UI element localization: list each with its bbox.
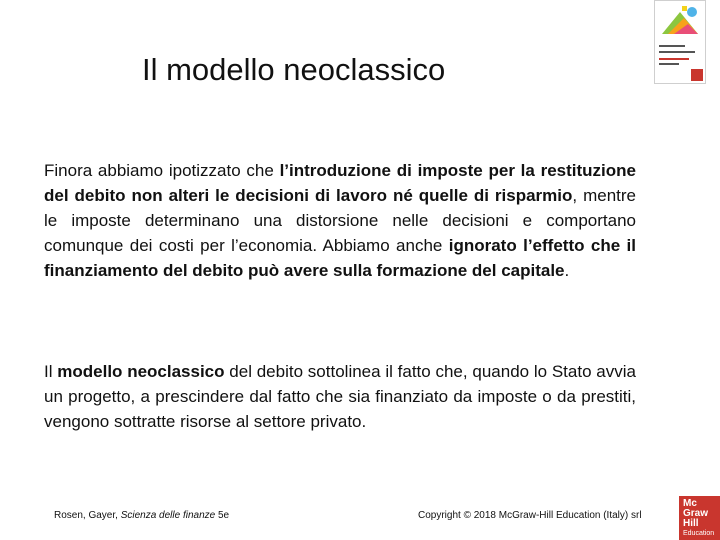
cover-chart-art bbox=[658, 4, 702, 40]
logo-text: Mc bbox=[683, 498, 697, 509]
mcgraw-hill-logo bbox=[679, 496, 720, 540]
paragraph-neoclassical-model: Il modello neoclassico del debito sottolinea il fatto che, quando lo Stato avvia un progetto, a prescindere dal fatto che sia finanziato da imposte o da prestiti, vengono sottratte risorse al settore privato. bbox=[44, 362, 636, 431]
book-cover-thumbnail bbox=[654, 0, 706, 84]
cover-line bbox=[659, 45, 685, 47]
footer-citation: Rosen, Gayer, Scienza delle finanze 5e bbox=[54, 510, 230, 521]
cover-publisher-logo bbox=[691, 69, 703, 81]
footer-copyright: Copyright © 2018 McGraw-Hill Education (Italy) srl bbox=[418, 510, 642, 521]
logo-text: Education bbox=[683, 530, 715, 537]
logo-text: Hill bbox=[683, 518, 699, 529]
paragraph-assumptions: Finora abbiamo ipotizzato che l’introduzione di imposte per la restituzione del debito non alteri le decisioni di lavoro né quelle di risparmio, mentre le imposte determinano una distorsione nelle decisioni e comportano comunque dei costi per l’economia. Abbiamo anche ignorato l’effetto che il finanziamento del debito può avere sulla formazione del capitale. bbox=[44, 161, 636, 280]
logo-text: Graw bbox=[683, 508, 709, 519]
cover-line bbox=[659, 58, 689, 60]
slide-title: Il modello neoclassico bbox=[142, 52, 446, 87]
cover-line bbox=[659, 63, 679, 65]
cover-line bbox=[659, 51, 695, 53]
